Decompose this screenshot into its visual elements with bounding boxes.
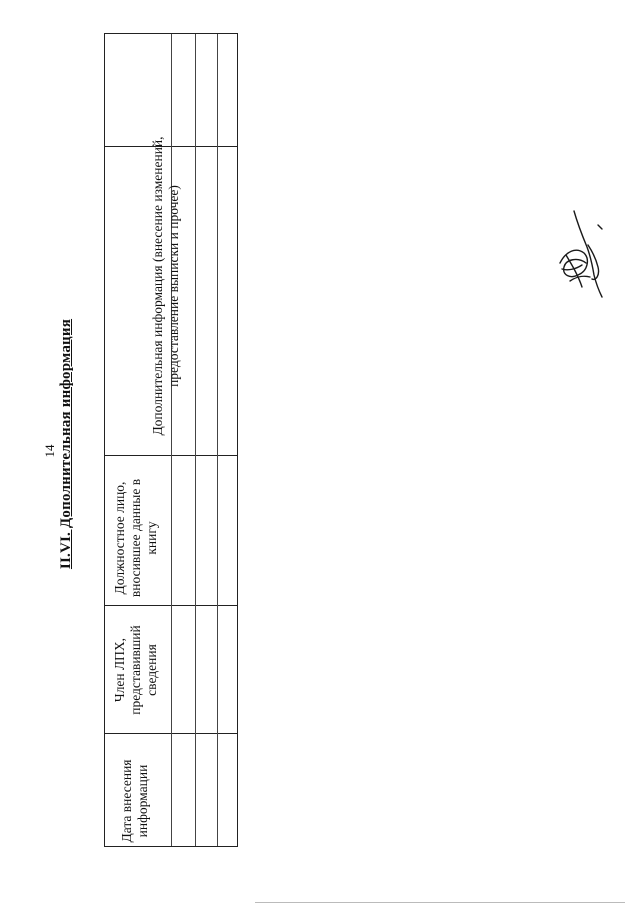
additional-info-table bbox=[104, 33, 238, 847]
page-number: 14 bbox=[42, 444, 57, 458]
bottom-edge-line bbox=[255, 902, 625, 903]
header-member: Член ЛПХ, представивший сведения bbox=[112, 625, 159, 715]
handwritten-signature bbox=[552, 205, 614, 300]
header-date: Дата внесения информации bbox=[119, 759, 150, 843]
table-row bbox=[195, 34, 217, 846]
section-title: II.VI. Дополнительная информация bbox=[58, 318, 74, 570]
table-row bbox=[171, 34, 195, 846]
table-row bbox=[217, 34, 237, 846]
header-official: Должностное лицо, вносившее данные в книгу bbox=[112, 478, 159, 598]
header-additional-info: Дополнительная информация (внесение изменений, предоставление выписки и прочее) bbox=[150, 136, 181, 436]
